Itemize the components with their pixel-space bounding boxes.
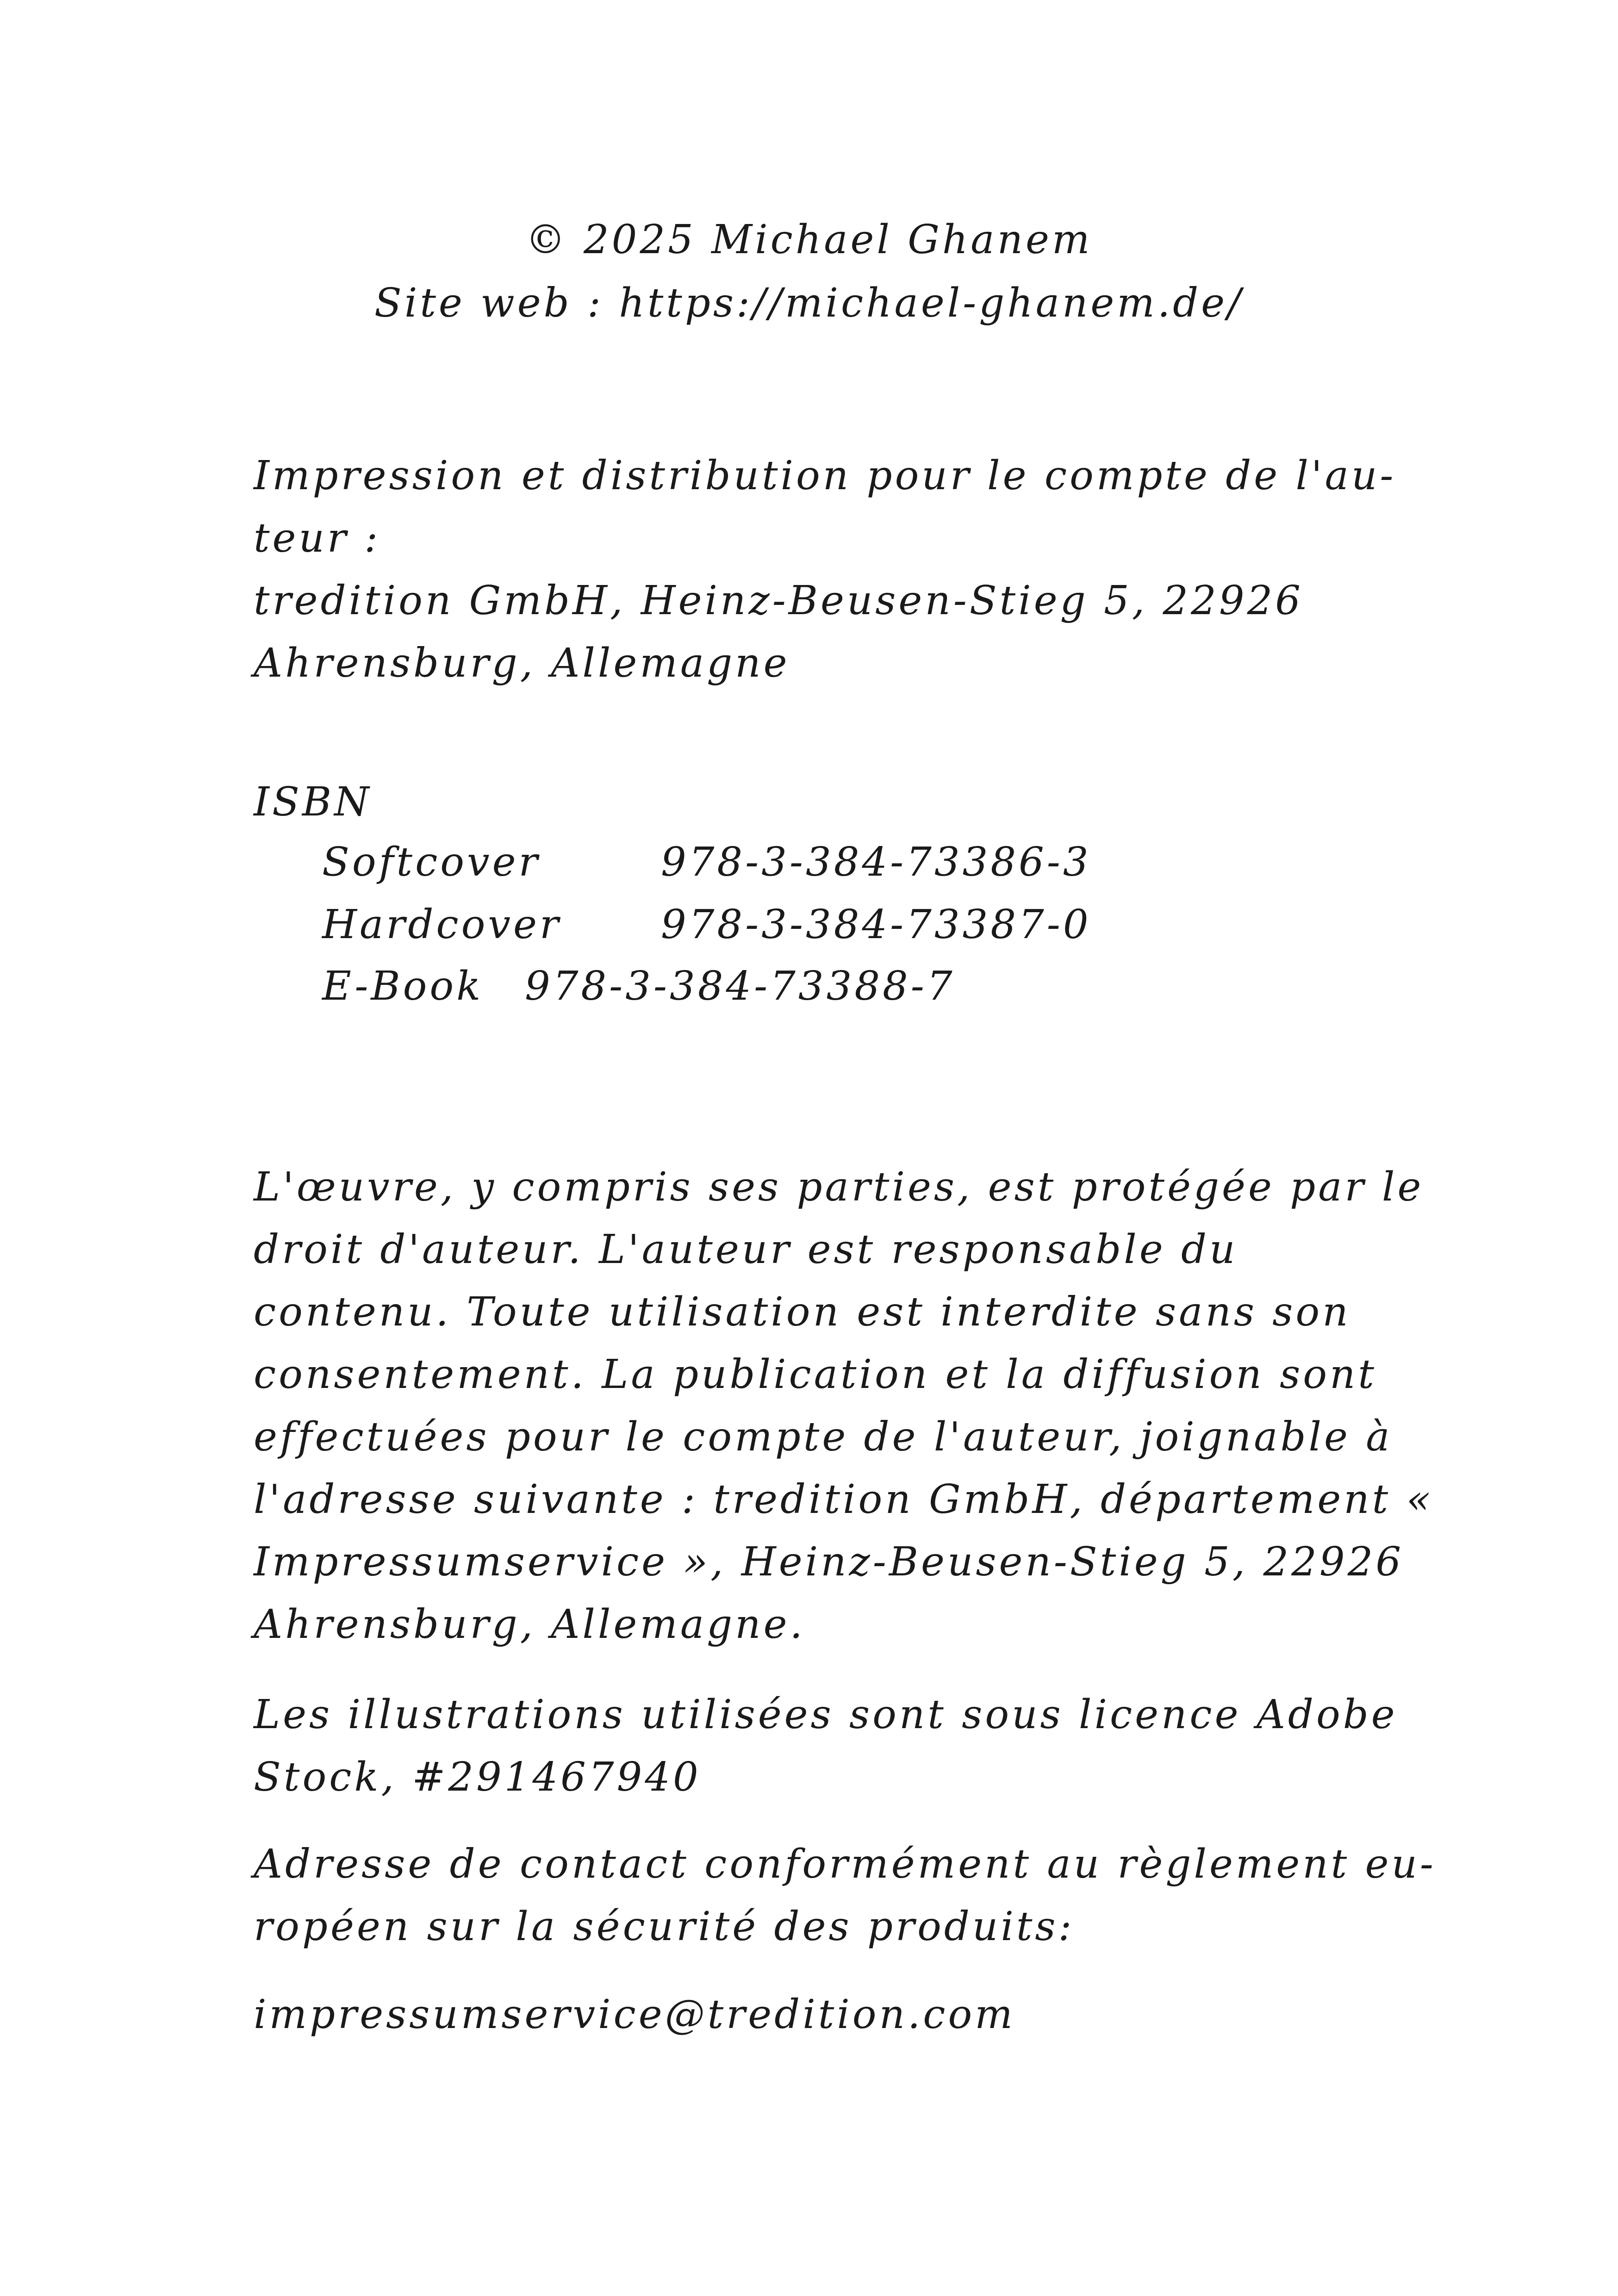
isbn-format: Softcover: [322, 839, 541, 885]
contact-line: Adresse de contact conformément au règlement eu-: [254, 1841, 1436, 1887]
rights-line: contenu. Toute utilisation est interdite sans son: [254, 1289, 1351, 1335]
isbn-format: E-Book: [322, 963, 484, 1009]
rights-line: consentement. La publication et la diffusion sont: [254, 1351, 1377, 1398]
rights-line: Impressumservice », Heinz-Beusen-Stieg 5, 22926: [254, 1539, 1404, 1585]
website-line: Site web : https://michael-ghanem.de/: [374, 280, 1244, 326]
contact-email: impressumservice@tredition.com: [254, 1991, 1015, 2038]
isbn-heading: ISBN: [254, 779, 372, 825]
rights-line: L'œuvre, y compris ses parties, est protégée par le: [254, 1164, 1424, 1210]
isbn-number: 978-3-384-73388-7: [525, 963, 955, 1009]
printing-line: tredition GmbH, Heinz-Beusen-Stieg 5, 22926: [254, 578, 1303, 624]
illustrations-line: Les illustrations utilisées sont sous licence Adobe: [254, 1692, 1398, 1738]
illustrations-line: Stock, #291467940: [254, 1754, 701, 1800]
isbn-number: 978-3-384-73387-0: [661, 902, 1091, 948]
rights-line: l'adresse suivante : tredition GmbH, département «: [254, 1476, 1434, 1523]
isbn-format: Hardcover: [322, 902, 561, 948]
printing-line: teur :: [254, 515, 381, 561]
rights-line: droit d'auteur. L'auteur est responsable du: [254, 1226, 1238, 1273]
printing-line: Impression et distribution pour le compte de l'au-: [254, 453, 1396, 499]
rights-line: effectuées pour le compte de l'auteur, joignable à: [254, 1414, 1393, 1460]
contact-line: ropéen sur la sécurité des produits:: [254, 1904, 1075, 1950]
copyright-line: © 2025 Michael Ghanem: [525, 217, 1093, 263]
isbn-number: 978-3-384-73386-3: [661, 839, 1091, 885]
printing-line: Ahrensburg, Allemagne: [254, 640, 790, 686]
rights-line: Ahrensburg, Allemagne.: [254, 1601, 805, 1648]
